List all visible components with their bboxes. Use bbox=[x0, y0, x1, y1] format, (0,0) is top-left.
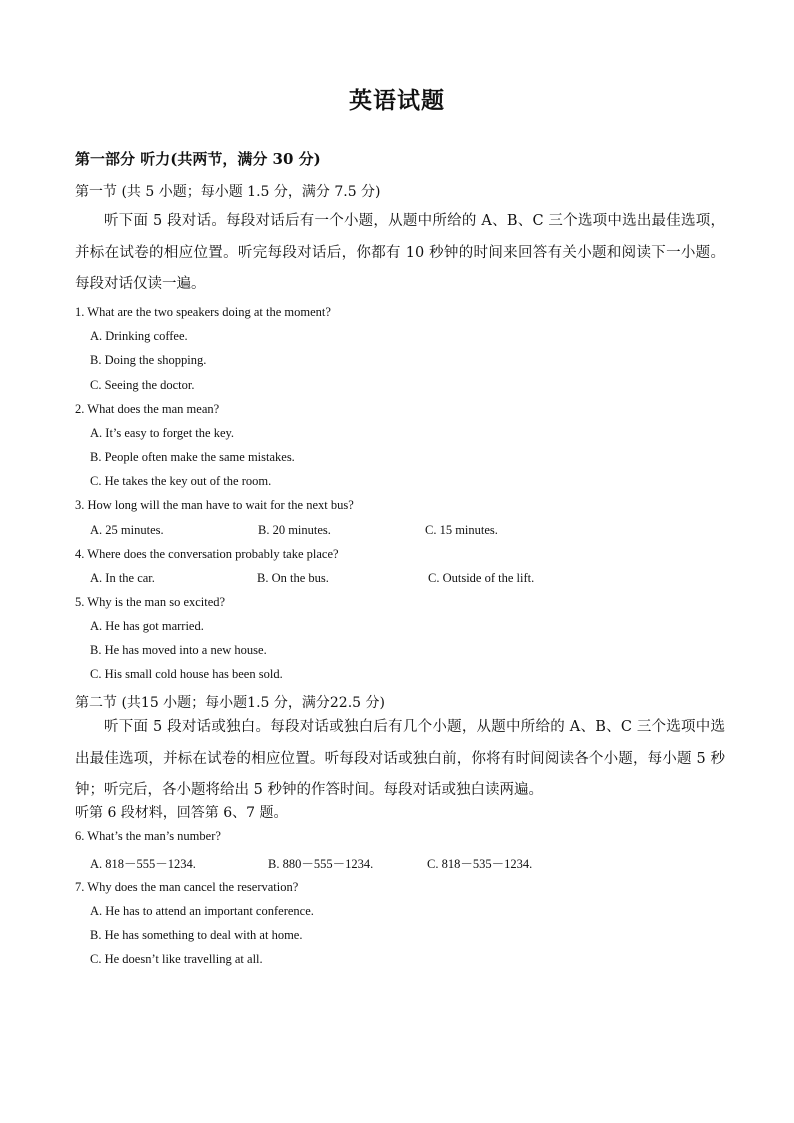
page-title: 英语试题 bbox=[349, 87, 445, 114]
section1-heading: 第一节 (共 5 小题；每小题 1.5 分，满分 7.5 分) bbox=[75, 184, 381, 200]
question-4-option-c[interactable]: C. Outside of the lift. bbox=[428, 571, 535, 585]
question-6-option-b[interactable]: B. 880－555－1234. bbox=[268, 857, 374, 871]
section2-instructions bbox=[75, 712, 725, 807]
question-7-stem: 7. Why does the man cancel the reservation? bbox=[75, 880, 299, 894]
question-7-option-b[interactable]: B. He has something to deal with at home. bbox=[90, 928, 303, 942]
question-4-option-a[interactable]: A. In the car. bbox=[90, 571, 155, 585]
question-1-option-c[interactable]: C. Seeing the doctor. bbox=[90, 378, 195, 392]
question-1-option-a[interactable]: A. Drinking coffee. bbox=[90, 329, 188, 343]
question-5-option-c[interactable]: C. His small cold house has been sold. bbox=[90, 667, 283, 681]
question-2-option-b[interactable]: B. People often make the same mistakes. bbox=[90, 450, 295, 464]
part1-heading: 第一部分 听力(共两节，满分 30 分) bbox=[75, 150, 321, 168]
section1-instructions-text: 听下面 5 段对话。每段对话后有一个小题，从题中所给的 A、B、C 三个选项中选出最佳选项，并标在试卷的相应位置。听完每段对话后，你都有 10 秒钟的时间来回答有关小题和阅读下一小题。每段对话仅读一遍。 bbox=[75, 213, 725, 292]
material-6-intro: 听第 6 段材料，回答第 6、7 题。 bbox=[75, 805, 288, 821]
question-3-stem: 3. How long will the man have to wait for the next bus? bbox=[75, 498, 354, 512]
question-7-option-a[interactable]: A. He has to attend an important conference. bbox=[90, 904, 314, 918]
question-6-stem: 6. What’s the man’s number? bbox=[75, 829, 221, 843]
question-3-option-c[interactable]: C. 15 minutes. bbox=[425, 523, 498, 537]
question-4-option-b[interactable]: B. On the bus. bbox=[257, 571, 329, 585]
question-5-stem: 5. Why is the man so excited? bbox=[75, 595, 226, 609]
section2-heading: 第二节 (共15 小题；每小题1.5 分，满分22.5 分) bbox=[75, 695, 385, 711]
question-6-option-a[interactable]: A. 818－555－1234. bbox=[90, 857, 196, 871]
question-5-option-a[interactable]: A. He has got married. bbox=[90, 619, 204, 633]
question-3-option-b[interactable]: B. 20 minutes. bbox=[258, 523, 331, 537]
question-1-stem: 1. What are the two speakers doing at the moment? bbox=[75, 305, 331, 319]
question-6-option-c[interactable]: C. 818－535－1234. bbox=[427, 857, 533, 871]
question-7-option-c[interactable]: C. He doesn’t like travelling at all. bbox=[90, 952, 263, 966]
section1-instructions bbox=[75, 206, 725, 301]
question-2-option-a[interactable]: A. It’s easy to forget the key. bbox=[90, 426, 235, 440]
section2-instructions-text: 听下面 5 段对话或独白。每段对话或独白后有几个小题，从题中所给的 A、B、C 三个选项中选出最佳选项，并标在试卷的相应位置。听每段对话或独白前，你将有时间阅读各个小题，每小题 5 秒钟；听完后，各小题将给出 5 秒钟的作答时间。每段对话或独白读两遍。 bbox=[75, 719, 725, 798]
question-2-option-c[interactable]: C. He takes the key out of the room. bbox=[90, 474, 272, 488]
question-2-stem: 2. What does the man mean? bbox=[75, 402, 220, 416]
question-3-option-a[interactable]: A. 25 minutes. bbox=[90, 523, 164, 537]
question-1-option-b[interactable]: B. Doing the shopping. bbox=[90, 353, 207, 367]
question-5-option-b[interactable]: B. He has moved into a new house. bbox=[90, 643, 267, 657]
question-4-stem: 4. Where does the conversation probably take place? bbox=[75, 547, 339, 561]
